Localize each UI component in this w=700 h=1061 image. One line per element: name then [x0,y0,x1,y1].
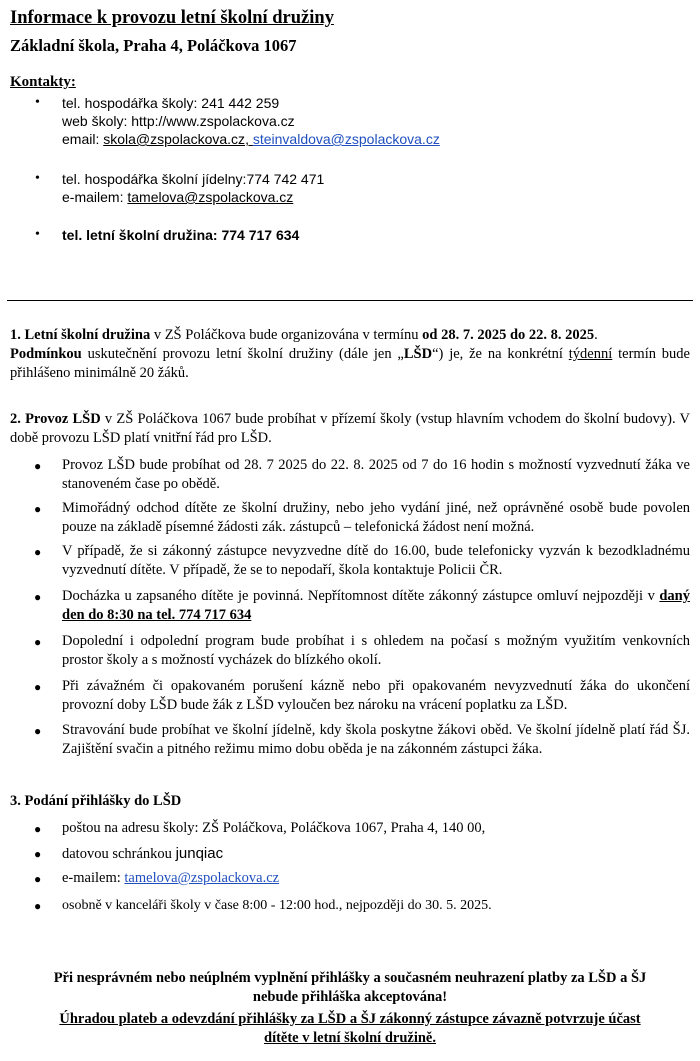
email-prefix: email: [62,131,104,147]
section-3-item-in-person: osobně v kanceláři školy v čase 8:00 - 12:00 hod., nejpozději do 30. 5. 2025. [62,898,492,913]
section-2-heading: 2. Provoz LŠD [10,411,101,427]
section-3-item-post: poštou na adresu školy: ZŠ Poláčkova, Poláčkova 1067, Praha 4, 140 00, [62,820,486,836]
bullet-icon: ● [34,590,42,604]
section-2-item-3: V případě, že si zákonný zástupce nevyzvedne dítě do 16.00, bude telefonicky vyzván k bezodkladnému vyzvednutí dítěte. V případě, že se to nepodaří, škola kontaktuje Policii ČR. [62,543,690,578]
section-2-item-4-text: Docházka u zapsaného dítěte je povinná. Nepřítomnost dítěte zákonný zástupce omluví nejpozději v [62,588,660,604]
section-3-email-label: e-mailem: [62,870,125,886]
section-1-text: uskutečnění provozu letní školní družiny (dále jen „ [81,346,404,362]
bullet-icon: ● [34,545,42,559]
section-3-item-email [62,869,690,888]
section-1-abbr: LŠD [403,346,433,362]
bullet-icon: • [35,227,40,242]
section-1-text: v ZŠ Poláčkova bude organizována v termínu [150,327,423,343]
section-2-item-5: Dopolední i odpolední program bude probíhat i s ohledem na počasí s možným využitím venkovních prostor školy a s možností vycházek do blízkého okolí. [62,633,690,668]
footer-warning-line-2: nebude přihláška akceptována! [252,989,448,1005]
email-separator: , [245,131,253,147]
section-3-databox-id: junqiac [175,845,224,862]
contact-canteen-phone: tel. hospodářka školní jídelny:774 742 471 [62,171,325,187]
contact-school-email-line [62,130,440,148]
footer-warning-line-1: Při nesprávném nebo neúplném vyplnění přihlášky a současném neuhrazení platby za LŠD a ŠJ [53,970,647,986]
bullet-icon: ● [34,822,42,836]
section-2-item-6: Při závažném či opakovaném porušení kázně nebo při opakovaném nevyzvednutí žáka do ukončení provozní doby LŠD bude žák z LŠD vyloučen bez nároku na vrácení poplatku za LŠD. [62,678,690,713]
bullet-icon: ● [34,680,42,694]
contact-school-web: web školy: http://www.zspolackova.cz [62,113,295,129]
email-link-skola[interactable]: skola@zspolackova.cz [103,131,246,147]
section-1-text: termín bude přihlášeno minimálně 20 žáků. [10,346,690,381]
email-link-steinvaldova[interactable]: steinvaldova@zspolackova.cz [252,131,440,147]
section-1-condition: Podmínkou [10,346,82,362]
contacts-heading: Kontakty: [10,74,76,90]
email-link-tamelova[interactable]: tamelova@zspolackova.cz [127,189,294,205]
section-1-paragraph [10,326,690,383]
contact-school-phone: tel. hospodářka školy: 241 442 259 [62,95,280,111]
bullet-icon: • [35,95,40,110]
section-3-item-databox [62,844,690,864]
bullet-icon: ● [34,502,42,516]
bullet-icon: • [35,171,40,186]
section-2-item-7: Stravování bude probíhat ve školní jídelně, kdy škola poskytne žákovi oběd. Ve školní jídelně platí řád ŠJ. Zajištění svačin a pitného režimu mimo dobu oběda je na zákonném zástupci žáka. [62,722,690,757]
bullet-icon: ● [34,724,42,738]
document-title: Informace k provozu letní školní družiny [10,8,334,28]
contact-canteen-email-line [62,188,293,206]
section-1-weekly: týdenní [568,346,613,362]
bullet-icon: ● [34,899,42,913]
footer-confirmation-line-1: Úhradou plateb a odevzdání přihlášky za LŠD a ŠJ zákonný zástupce závazně potvrzuje účast [59,1011,641,1027]
section-2-item-4-deadline: daný den do 8:30 na tel. 774 717 634 [62,588,690,623]
section-2-intro [10,410,690,448]
bullet-icon: ● [34,847,42,861]
email-prefix: e-mailem: [62,189,128,205]
footer-confirmation-line-2: dítěte v letní školní družině. [264,1030,436,1046]
section-2-item-4 [62,587,690,625]
section-3-databox-label: datovou schránkou [62,846,176,862]
section-2-item-2: Mimořádný odchod dítěte ze školní družiny, nebo jeho vydání jiné, než oprávněné osobě bude povolen pouze na základě písemné žádosti zák. zástupců – telefonická žádost není možná. [62,500,690,535]
section-3-heading: 3. Podání přihlášky do LŠD [10,793,182,809]
document-subtitle: Základní škola, Praha 4, Poláčkova 1067 [10,36,297,55]
contact-lsd-phone: tel. letní školní družina: 774 717 634 [62,227,300,243]
divider-line [7,300,693,301]
section-1-heading: 1. Letní školní družina [10,327,151,343]
section-2-text: v ZŠ Poláčkova 1067 bude probíhat v přízemí školy (vstup hlavním vchodem do školní budovy). V době provozu LŠD platí vnitřní řád pro LŠD. [10,411,690,446]
bullet-icon: ● [34,872,42,886]
bullet-icon: ● [34,459,42,473]
bullet-icon: ● [34,635,42,649]
section-1-text: . [594,327,598,343]
section-2-item-1: Provoz LŠD bude probíhat od 28. 7 2025 do 22. 8. 2025 od 7 do 16 hodin s možností vyzvednutí žáka ve stanoveném čase po obědě. [62,457,690,492]
email-link-tamelova[interactable]: tamelova@zspolackova.cz [124,870,280,886]
section-1-text: “) je, že na konkrétní [432,346,569,362]
section-1-dates: od 28. 7. 2025 do 22. 8. 2025 [422,327,595,343]
